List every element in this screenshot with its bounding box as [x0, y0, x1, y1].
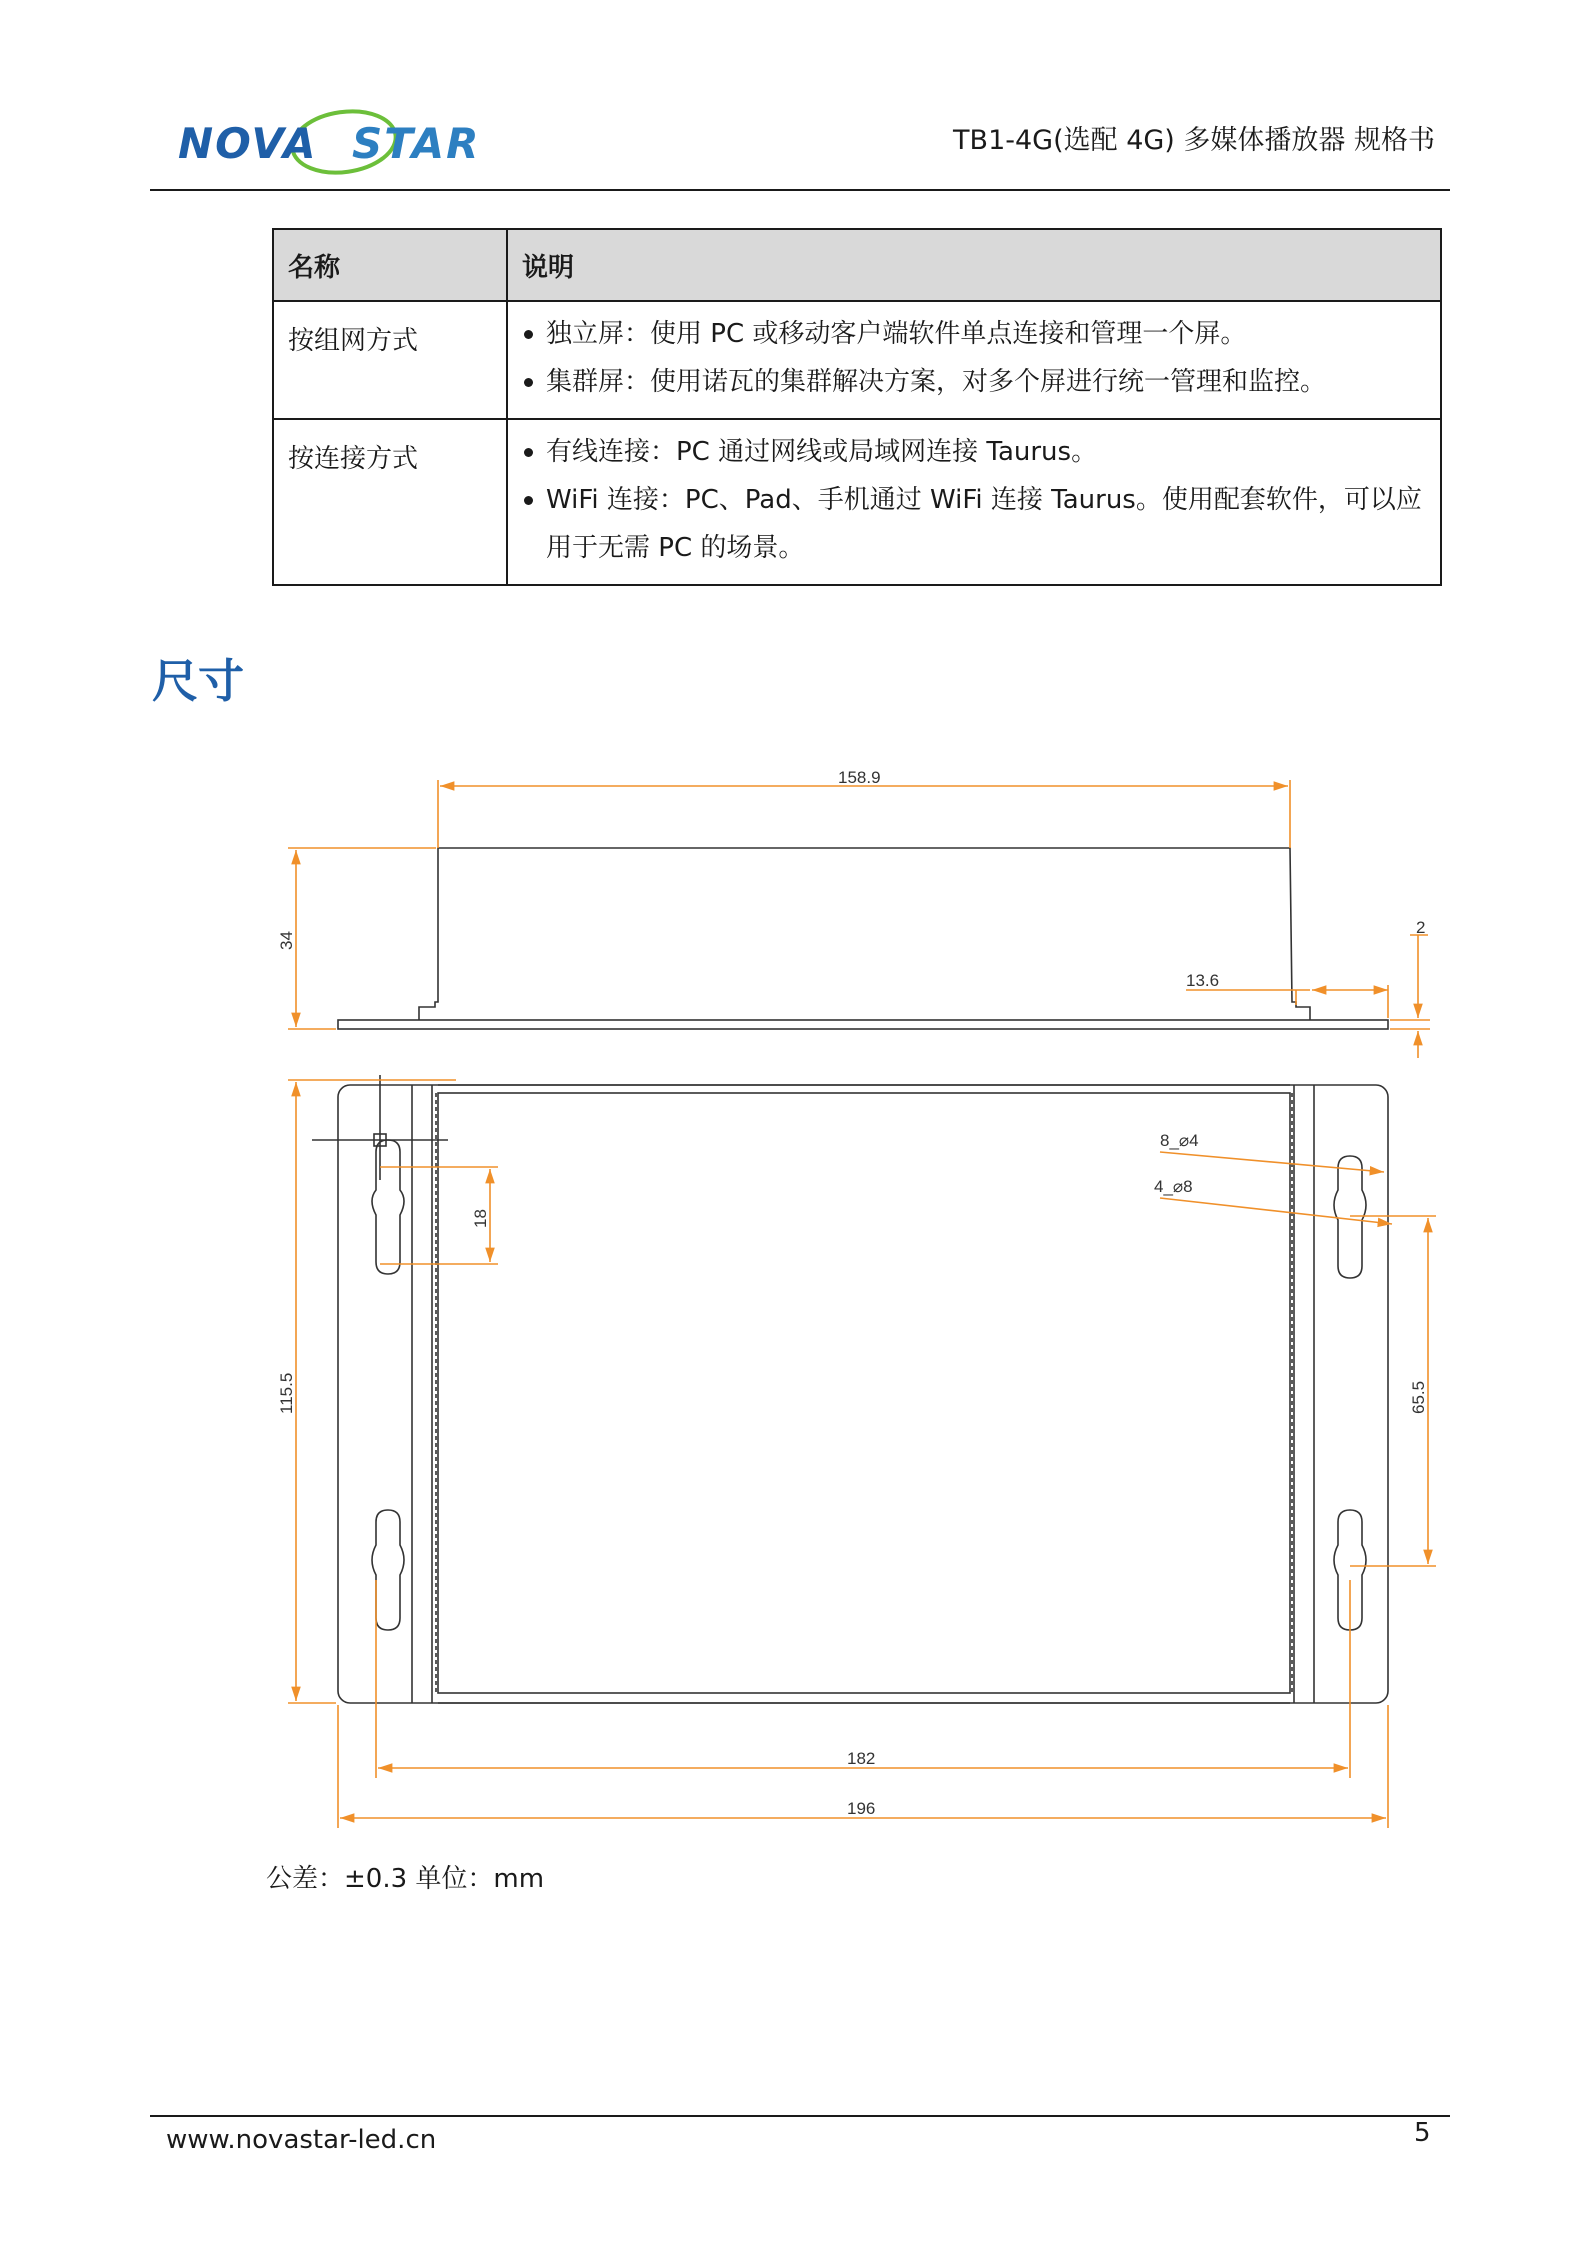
- footer-website-link[interactable]: www.novastar-led.cn: [166, 2125, 437, 2155]
- page-number: 5: [1414, 2118, 1431, 2148]
- dim-hole-spacing-v: 65.5: [1409, 1380, 1428, 1414]
- svg-text:NOVA: NOVA: [178, 119, 318, 168]
- document-title: TB1-4G(选配 4G) 多媒体播放器 规格书: [953, 125, 1435, 156]
- side-view: [338, 848, 1388, 1029]
- dim-hole-small: 8_⌀4: [1160, 1131, 1199, 1150]
- dim-height-side: 34: [277, 931, 296, 950]
- column-header-name: 名称: [273, 229, 507, 301]
- column-header-description: 说明: [507, 229, 1441, 301]
- dim-total-height: 115.5: [277, 1372, 296, 1414]
- svg-text:STAR: STAR: [352, 119, 481, 168]
- footer-divider: [150, 2115, 1450, 2117]
- list-item: 有线连接：PC 通过网线或局域网连接 Taurus。: [522, 428, 1426, 476]
- dim-plate-thickness: 2: [1416, 918, 1426, 937]
- list-item: 独立屏：使用 PC 或移动客户端软件单点连接和管理一个屏。: [522, 310, 1426, 358]
- dim-flange: 13.6: [1186, 971, 1220, 990]
- dim-slot-length: 18: [471, 1209, 490, 1228]
- dim-total-width: 196: [847, 1799, 876, 1818]
- row-name: 按组网方式: [273, 301, 507, 419]
- top-view: [312, 1075, 1388, 1703]
- list-item: 集群屏：使用诺瓦的集群解决方案，对多个屏进行统一管理和监控。: [522, 358, 1426, 406]
- dim-hole-spacing-h: 182: [847, 1749, 876, 1768]
- row-name: 按连接方式: [273, 419, 507, 585]
- section-title-dimensions: 尺寸: [152, 654, 244, 708]
- list-item: WiFi 连接：PC、Pad、手机通过 WiFi 连接 Taurus。使用配套软件，可以应用于无需 PC 的场景。: [522, 476, 1426, 572]
- tolerance-note: 公差：±0.3 单位：mm: [266, 1864, 545, 1894]
- dim-hole-large: 4_⌀8: [1154, 1177, 1193, 1196]
- dim-width-top: 158.9: [838, 768, 881, 787]
- side-view-dimensions: [288, 780, 1430, 1058]
- top-view-dimensions: [288, 1080, 1436, 1828]
